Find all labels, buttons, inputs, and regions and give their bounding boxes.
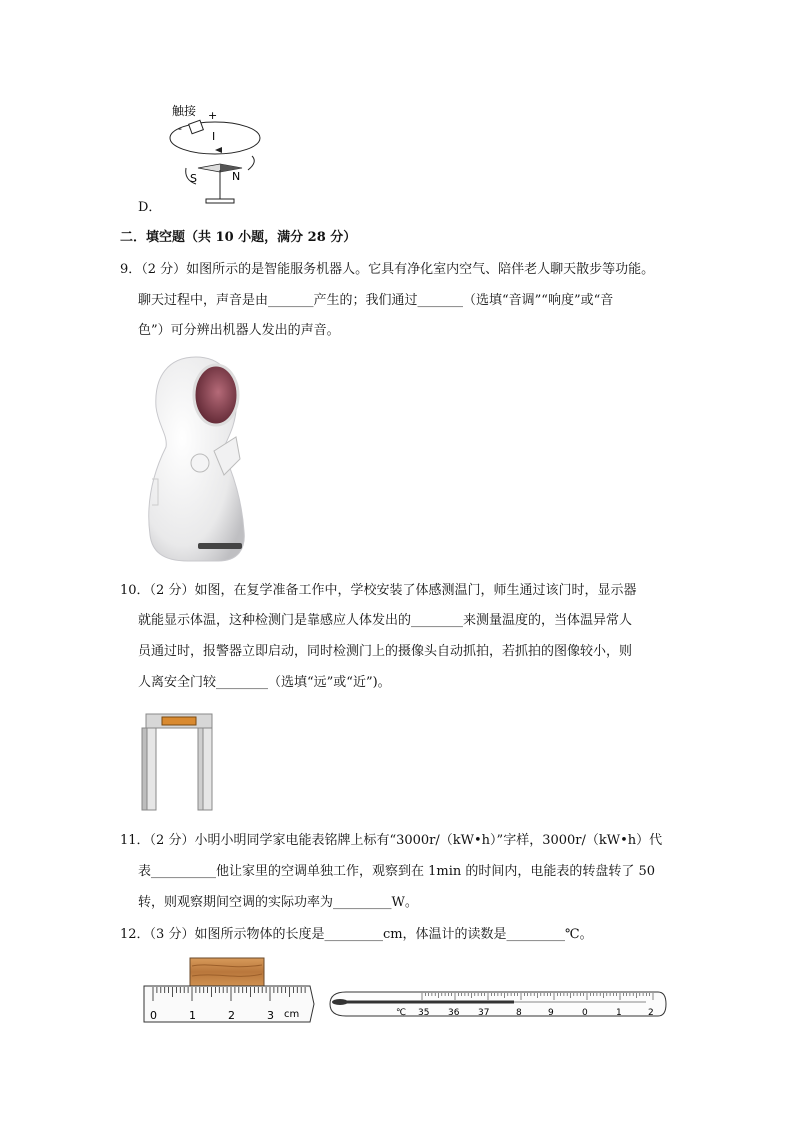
q11-line-2: 表__________他让家里的空调单独工作，观察到在 1min 的时间内，电能表的转盘转了 50 bbox=[138, 864, 656, 879]
minus-sign: - bbox=[178, 122, 182, 135]
thermo-label-41: 1 bbox=[616, 1008, 622, 1018]
ruler-label-3: 3 bbox=[267, 1009, 274, 1022]
thermometer-bulb bbox=[332, 999, 348, 1005]
section-heading: 二．填空题（共 10 小题，满分 28 分） bbox=[120, 230, 357, 245]
rotation-arrow-right bbox=[248, 156, 254, 170]
thermo-label-37: 37 bbox=[478, 1008, 490, 1018]
ruler-unit: cm bbox=[284, 1009, 300, 1020]
gate-right-side bbox=[198, 728, 203, 810]
q10-line-2: 就能显示体温，这种检测门是靠感应人体发出的________来测量温度的，当体温异常人 bbox=[138, 613, 633, 628]
ruler-label-1: 1 bbox=[189, 1009, 196, 1022]
thermometer-figure bbox=[326, 986, 670, 1022]
contact-label: 触接 bbox=[172, 104, 197, 118]
robot-shoulder bbox=[191, 454, 209, 472]
thermo-label-36: 36 bbox=[448, 1008, 460, 1018]
q10-line-4: 人离安全门较________（选填“远”或“近”)。 bbox=[138, 675, 391, 690]
temperature-gate-image bbox=[140, 712, 218, 812]
north-pole-label: N bbox=[232, 170, 241, 183]
thermo-label-40: 0 bbox=[582, 1008, 588, 1018]
gate-left-side bbox=[142, 728, 147, 810]
thermo-label-42: 2 bbox=[648, 1008, 654, 1018]
current-arrow bbox=[215, 147, 222, 153]
ruler-label-0: 0 bbox=[150, 1009, 157, 1022]
q10-line-3: 员通过时，报警器立即启动，同时检测门上的摄像头自动抓拍，若抓拍的图像较小，则 bbox=[138, 644, 633, 659]
plus-sign: + bbox=[208, 109, 218, 122]
option-d-label: D． bbox=[138, 200, 162, 215]
compass-base bbox=[206, 199, 234, 203]
q11-line-1: 11．（2 分）小明小明同学家电能表铭牌上标有“3000r/（kW•h）”字样，3000r/（kW•h）代 bbox=[120, 833, 663, 848]
q9-line-1: 9．（2 分）如图所示的是智能服务机器人。它具有净化室内空气、陪伴老人聊天散步等功能。 bbox=[120, 262, 655, 277]
circuit-compass-figure bbox=[160, 100, 270, 210]
south-pole-label: S bbox=[190, 172, 197, 185]
thermo-label-39: 9 bbox=[548, 1008, 554, 1018]
q9-line-3: 色”）可分辨出机器人发出的声音。 bbox=[138, 323, 340, 338]
wooden-block bbox=[190, 958, 264, 986]
gate-display bbox=[162, 717, 196, 725]
thermo-label-35: 35 bbox=[418, 1008, 430, 1018]
q10-line-1: 10．（2 分）如图，在复学准备工作中，学校安装了体感测温门，师生通过该门时，显示器 bbox=[120, 583, 637, 598]
thermo-label-38: 8 bbox=[516, 1008, 522, 1018]
current-label: I bbox=[212, 130, 216, 143]
robot-base-light bbox=[198, 543, 242, 549]
ruler-figure bbox=[140, 956, 316, 1026]
thermometer-unit: ℃ bbox=[396, 1008, 407, 1018]
service-robot-image bbox=[138, 355, 250, 567]
q9-line-2: 聊天过程中，声音是由_______产生的；我们通过_______（选填“音调”“响度”或“音 bbox=[138, 293, 614, 308]
q12-line-1: 12．（3 分）如图所示物体的长度是_________cm，体温计的读数是_________℃。 bbox=[120, 927, 593, 942]
battery-contact bbox=[189, 120, 204, 134]
robot-face-screen bbox=[194, 365, 238, 425]
q11-line-3: 转，则观察期间空调的实际功率为_________W。 bbox=[138, 895, 418, 910]
ruler-label-2: 2 bbox=[228, 1009, 235, 1022]
